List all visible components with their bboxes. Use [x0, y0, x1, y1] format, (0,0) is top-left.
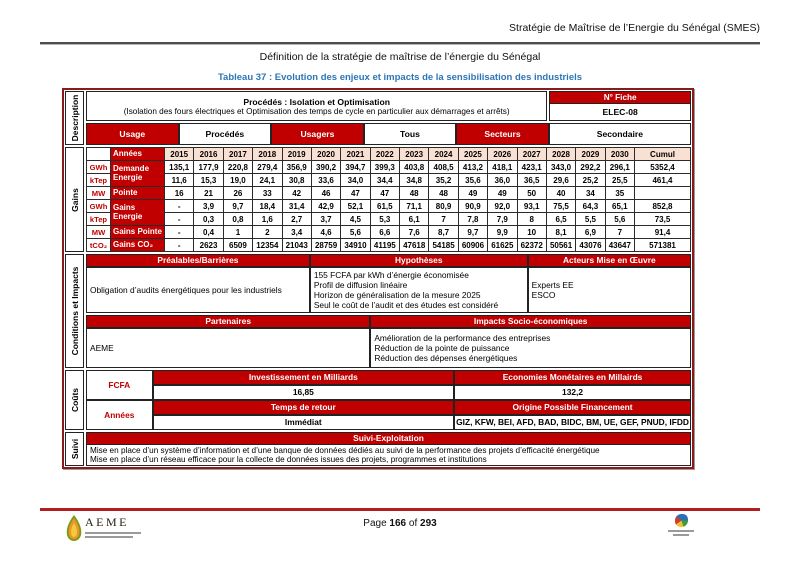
- unit-cell: GWh: [87, 161, 111, 174]
- text-line: Mise en place d’un système d’information et d’une banque de données dédiés au suivi de la performance des projets d’efficacité énergétique: [90, 446, 600, 455]
- section-label-conditions: Conditions et Impacts: [65, 254, 84, 368]
- footer-divider: [40, 508, 760, 511]
- unit-cell: MW: [87, 187, 111, 200]
- value-cell: 0,3: [194, 213, 223, 226]
- value-cell: 25,2: [576, 174, 605, 187]
- year-header: 2030: [605, 148, 634, 161]
- year-header: 2019: [282, 148, 311, 161]
- annees-label: Années: [86, 400, 153, 430]
- value-cell: 6509: [223, 239, 252, 252]
- impacts-header: Impacts Socio-économiques: [370, 315, 691, 328]
- value-cell: 34,0: [341, 174, 370, 187]
- usage-value: Procédés: [179, 123, 272, 145]
- value-cell: 0,4: [194, 226, 223, 239]
- value-cell: 42: [282, 187, 311, 200]
- value-cell: 64,3: [576, 200, 605, 213]
- value-cell: 8: [517, 213, 546, 226]
- hypotheses-list: [310, 267, 528, 313]
- metric-label: Gains Pointe: [111, 226, 165, 239]
- cumul-value-cell: 461,4: [635, 174, 691, 187]
- chapter-subtitle: Définition de la stratégie de maîtrise de l’énergie du Sénégal: [259, 51, 541, 63]
- value-cell: -: [165, 226, 194, 239]
- text-line: Profil de diffusion linéaire: [313, 280, 408, 290]
- partner-logo: [666, 514, 696, 536]
- section-gains: [65, 147, 691, 252]
- procede-title: Procédés : Isolation et Optimisation: [243, 96, 390, 107]
- value-cell: 41195: [370, 239, 399, 252]
- value-cell: 65,1: [605, 200, 634, 213]
- value-cell: 423,1: [517, 161, 546, 174]
- value-cell: 50561: [546, 239, 575, 252]
- value-cell: 6,6: [370, 226, 399, 239]
- fcfa-label: FCFA: [86, 370, 153, 400]
- value-cell: 0,8: [223, 213, 252, 226]
- value-cell: 48: [429, 187, 458, 200]
- value-cell: 43647: [605, 239, 634, 252]
- value-cell: -: [165, 213, 194, 226]
- value-cell: 413,2: [458, 161, 487, 174]
- value-cell: 46: [311, 187, 340, 200]
- text-line: Amélioration de la performance des entreprises: [374, 333, 551, 343]
- year-header: 2018: [253, 148, 282, 161]
- cumul-value-cell: 73,5: [635, 213, 691, 226]
- value-cell: 9,7: [458, 226, 487, 239]
- partner-logo-icon: [675, 514, 688, 527]
- value-cell: 343,0: [546, 161, 575, 174]
- cumul-value-cell: [635, 187, 691, 200]
- value-cell: 80,9: [429, 200, 458, 213]
- value-cell: 49: [458, 187, 487, 200]
- suivi-lines: [86, 445, 691, 466]
- value-cell: 34910: [341, 239, 370, 252]
- value-cell: 35,6: [458, 174, 487, 187]
- section-description: [65, 91, 691, 145]
- value-cell: 61,5: [370, 200, 399, 213]
- metric-label: Gains CO₂: [111, 239, 165, 252]
- value-cell: 7: [429, 213, 458, 226]
- year-header: 2022: [370, 148, 399, 161]
- value-cell: 11,6: [165, 174, 194, 187]
- value-cell: 403,8: [400, 161, 429, 174]
- section-label-description: Description: [65, 91, 84, 145]
- text-line: ESCO: [531, 290, 556, 300]
- prealables-value: Obligation d’audits énergétiques pour les industriels: [86, 267, 310, 313]
- value-cell: 5,6: [341, 226, 370, 239]
- value-cell: 16: [165, 187, 194, 200]
- value-cell: 9,9: [488, 226, 517, 239]
- econ-header: Economies Monétaires en Millairds: [454, 370, 691, 385]
- cumul-value-cell: 571381: [635, 239, 691, 252]
- year-header: 2024: [429, 148, 458, 161]
- header-divider: [40, 42, 760, 45]
- text-line: Réduction de la pointe de puissance: [374, 343, 510, 353]
- value-cell: 6,5: [546, 213, 575, 226]
- year-header: 2025: [458, 148, 487, 161]
- value-cell: 61625: [488, 239, 517, 252]
- value-cell: 15,3: [194, 174, 223, 187]
- value-cell: 2: [253, 226, 282, 239]
- value-cell: 3,4: [282, 226, 311, 239]
- value-cell: 42,9: [311, 200, 340, 213]
- value-cell: 2,7: [282, 213, 311, 226]
- metric-label: Pointe: [111, 187, 165, 200]
- value-cell: 8,1: [546, 226, 575, 239]
- value-cell: 24,1: [253, 174, 282, 187]
- value-cell: 21: [194, 187, 223, 200]
- text-line: Réduction des dépenses énergétiques: [374, 353, 518, 363]
- years-row-label: Années: [111, 148, 165, 161]
- value-cell: 50: [517, 187, 546, 200]
- year-header: 2028: [546, 148, 575, 161]
- value-cell: 48: [400, 187, 429, 200]
- value-cell: 47: [370, 187, 399, 200]
- value-cell: 356,9: [282, 161, 311, 174]
- value-cell: 21043: [282, 239, 311, 252]
- usage-header: Usage: [86, 123, 179, 145]
- hypotheses-header: Hypothèses: [310, 254, 528, 267]
- financement-value: GIZ, KFW, BEI, AFD, BAD, BIDC, BM, UE, GEF, PNUD, IFDD: [454, 415, 691, 430]
- table-caption: Tableau 37 : Evolution des enjeux et impacts de la sensibilisation des industriels: [217, 72, 583, 83]
- value-cell: 18,4: [253, 200, 282, 213]
- value-cell: 7,8: [458, 213, 487, 226]
- year-header: 2029: [576, 148, 605, 161]
- value-cell: 5,6: [605, 213, 634, 226]
- unit-column-header: [87, 148, 111, 161]
- value-cell: 390,2: [311, 161, 340, 174]
- value-cell: 31,4: [282, 200, 311, 213]
- value-cell: 7: [605, 226, 634, 239]
- value-cell: 19,0: [223, 174, 252, 187]
- prealables-header: Préalables/Barrières: [86, 254, 310, 267]
- value-cell: 71,1: [400, 200, 429, 213]
- value-cell: 296,1: [605, 161, 634, 174]
- metric-label: Gains Energie: [111, 200, 165, 226]
- acteurs-header: Acteurs Mise en Œuvre: [528, 254, 691, 267]
- value-cell: 34,4: [370, 174, 399, 187]
- aeme-logo-tagline: [85, 532, 141, 538]
- value-cell: 34: [576, 187, 605, 200]
- value-cell: 93,1: [517, 200, 546, 213]
- value-cell: 43076: [576, 239, 605, 252]
- section-conditions: [65, 254, 691, 368]
- value-cell: 75,5: [546, 200, 575, 213]
- econ-value: 132,2: [454, 385, 691, 400]
- impacts-list: [370, 328, 691, 368]
- cumul-value-cell: 852,8: [635, 200, 691, 213]
- usagers-value: Tous: [364, 123, 457, 145]
- aeme-logo-text: AEME: [85, 515, 129, 529]
- value-cell: 12354: [253, 239, 282, 252]
- value-cell: 394,7: [341, 161, 370, 174]
- value-cell: 47618: [400, 239, 429, 252]
- value-cell: 292,2: [576, 161, 605, 174]
- section-label-gains: Gains: [65, 147, 84, 252]
- text-line: Experts EE: [531, 280, 574, 290]
- value-cell: 4,6: [311, 226, 340, 239]
- value-cell: 92,0: [488, 200, 517, 213]
- value-cell: 40: [546, 187, 575, 200]
- value-cell: 2623: [194, 239, 223, 252]
- cumul-value-cell: 5352,4: [635, 161, 691, 174]
- value-cell: 10: [517, 226, 546, 239]
- invest-value: 16,85: [153, 385, 455, 400]
- value-cell: 49: [488, 187, 517, 200]
- partenaires-header: Partenaires: [86, 315, 370, 328]
- value-cell: 54185: [429, 239, 458, 252]
- suivi-header: Suivi-Exploitation: [86, 432, 691, 445]
- year-header: 2017: [223, 148, 252, 161]
- text-line: Seul le coût de l’audit et des études est considéré: [313, 300, 499, 310]
- procede-subtitle: (Isolation des fours électriques et Optimisation des temps de cycle en particulier aux démarrages et arrêts): [123, 106, 510, 116]
- fiche-header: N° Fiche: [549, 91, 691, 104]
- value-cell: 3,7: [311, 213, 340, 226]
- value-cell: 35: [605, 187, 634, 200]
- cumul-header: Cumul: [635, 148, 691, 161]
- value-cell: 7,6: [400, 226, 429, 239]
- financement-header: Origine Possible Financement: [454, 400, 691, 415]
- value-cell: 47: [341, 187, 370, 200]
- value-cell: 90,9: [458, 200, 487, 213]
- value-cell: 1,6: [253, 213, 282, 226]
- value-cell: 5,5: [576, 213, 605, 226]
- fiche-table: [62, 88, 694, 469]
- secteurs-value: Secondaire: [549, 123, 691, 145]
- value-cell: 1: [223, 226, 252, 239]
- report-title: Stratégie de Maîtrise de l’Energie du Sénégal (SMES): [509, 22, 760, 34]
- value-cell: 52,1: [341, 200, 370, 213]
- value-cell: 34,8: [400, 174, 429, 187]
- value-cell: 26: [223, 187, 252, 200]
- section-label-couts: Coûts: [65, 370, 84, 430]
- value-cell: 408,5: [429, 161, 458, 174]
- value-cell: 5,3: [370, 213, 399, 226]
- value-cell: 33,6: [311, 174, 340, 187]
- value-cell: 399,3: [370, 161, 399, 174]
- value-cell: 8,7: [429, 226, 458, 239]
- value-cell: 135,1: [165, 161, 194, 174]
- section-couts: [65, 370, 691, 430]
- value-cell: 418,1: [488, 161, 517, 174]
- section-label-suivi: Suivi: [65, 432, 84, 466]
- value-cell: 6,9: [576, 226, 605, 239]
- fiche-value: ELEC-08: [549, 104, 691, 121]
- value-cell: 3,9: [194, 200, 223, 213]
- value-cell: 36,0: [488, 174, 517, 187]
- value-cell: 6,1: [400, 213, 429, 226]
- gains-data-table: [86, 147, 691, 252]
- value-cell: 9,7: [223, 200, 252, 213]
- partenaires-value: AEME: [86, 328, 370, 368]
- text-line: 155 FCFA par kWh d’énergie économisée: [313, 270, 469, 280]
- value-cell: 30,8: [282, 174, 311, 187]
- page-number: Page 166 of 293: [363, 518, 437, 529]
- value-cell: 35,2: [429, 174, 458, 187]
- unit-cell: MW: [87, 226, 111, 239]
- value-cell: 7,9: [488, 213, 517, 226]
- year-header: 2015: [165, 148, 194, 161]
- usagers-header: Usagers: [271, 123, 364, 145]
- value-cell: 36,5: [517, 174, 546, 187]
- invest-header: Investissement en Milliards: [153, 370, 455, 385]
- text-line: Mise en place d’un réseau efficace pour la collecte de données issues des projets, programmes et institutions: [90, 455, 487, 464]
- secteurs-header: Secteurs: [456, 123, 549, 145]
- value-cell: 279,4: [253, 161, 282, 174]
- value-cell: 28759: [311, 239, 340, 252]
- year-header: 2020: [311, 148, 340, 161]
- text-line: Horizon de généralisation de la mesure 2025: [313, 290, 481, 300]
- value-cell: 220,8: [223, 161, 252, 174]
- section-suivi: [65, 432, 691, 466]
- value-cell: 25,5: [605, 174, 634, 187]
- unit-cell: kTep: [87, 213, 111, 226]
- value-cell: 177,9: [194, 161, 223, 174]
- year-header: 2026: [488, 148, 517, 161]
- year-header: 2027: [517, 148, 546, 161]
- procede-description: [86, 91, 547, 121]
- value-cell: -: [165, 239, 194, 252]
- value-cell: 29,6: [546, 174, 575, 187]
- value-cell: 4,5: [341, 213, 370, 226]
- year-header: 2021: [341, 148, 370, 161]
- retour-header: Temps de retour: [153, 400, 455, 415]
- unit-cell: tCO₂: [87, 239, 111, 252]
- year-header: 2023: [400, 148, 429, 161]
- retour-value: Immédiat: [153, 415, 455, 430]
- unit-cell: GWh: [87, 200, 111, 213]
- value-cell: 62372: [517, 239, 546, 252]
- value-cell: -: [165, 200, 194, 213]
- metric-label: Demande Energie: [111, 161, 165, 187]
- unit-cell: kTep: [87, 174, 111, 187]
- year-header: 2016: [194, 148, 223, 161]
- acteurs-list: [528, 267, 691, 313]
- value-cell: 60906: [458, 239, 487, 252]
- value-cell: 33: [253, 187, 282, 200]
- cumul-value-cell: 91,4: [635, 226, 691, 239]
